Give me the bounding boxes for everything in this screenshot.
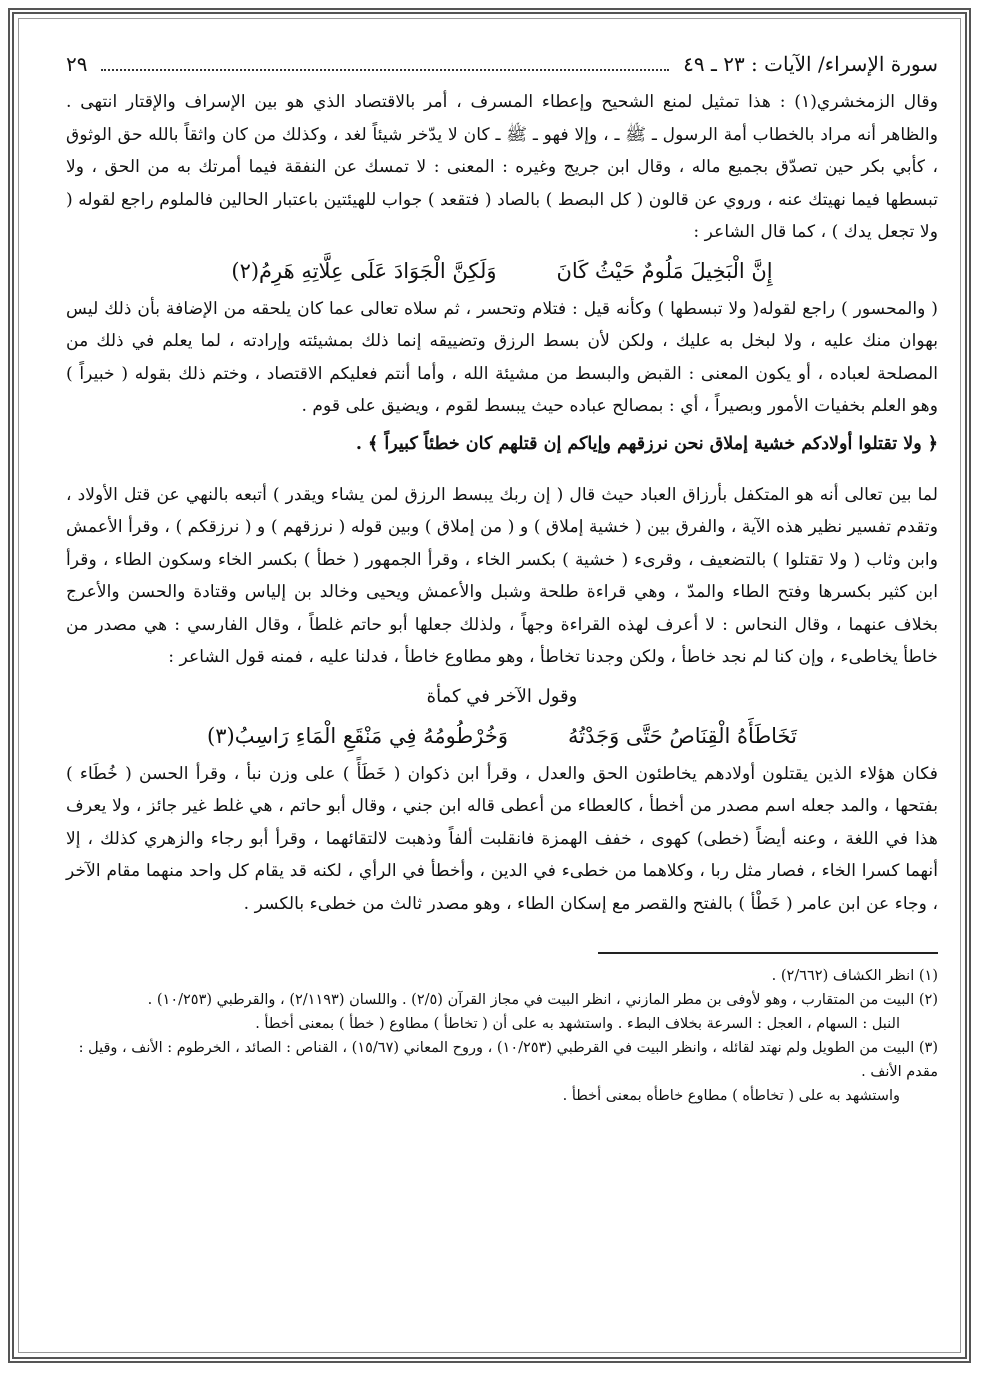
poem-verse-2 — [66, 716, 938, 756]
footnote-separator — [598, 952, 938, 954]
verse-1-second-hemistich: وَلَكِنَّ الْجَوَادَ عَلَى عِلَّاتِهِ هَرِمُ(٢) — [231, 258, 497, 283]
verse-2-second-hemistich: وَخُرْطُومُهُ فِي مَنْقَعِ الْمَاءِ رَاسِبُ(٣) — [207, 723, 508, 748]
page-number: ٢٩ — [66, 52, 88, 76]
poem-verse-1 — [66, 251, 938, 291]
footnote-1: (١) انظر الكشاف (٢/٦٦٢) . — [771, 968, 938, 984]
verse-1-first-hemistich: إِنَّ الْبَخِيلَ مَلُومٌ حَيْثُ كَانَ — [556, 258, 773, 283]
page — [66, 52, 938, 1108]
footnote-3-continued: واستشهد به على ( تخاطأه ) مطاوع خاطأه بمعنى أخطأ . — [562, 1088, 900, 1104]
poem-intro-line: وقول الآخر في كمأة — [426, 685, 578, 707]
footnote-2-continued: النبل : السهام ، العجل : السرعة بخلاف البطء . واستشهد به على أن ( تخاطأ ) مطاوع ( خطأ ) بمعنى أخطأ . — [255, 1016, 900, 1032]
footnote-2: (٢) البيت من المتقارب ، وهو لأوفى بن مطر المازني ، انظر البيت في مجاز القرآن (٢/٥) . واللسان (٢/١١٩٣) ، والقرطبي (١٠/٢٥٣) . — [147, 992, 938, 1008]
running-title: سورة الإسراء/ الآيات : ٢٣ ـ ٤٩ — [683, 52, 938, 76]
running-header — [66, 52, 938, 86]
paragraph-qiraat: لما بين تعالى أنه هو المتكفل بأرزاق العباد حيث قال ( إن ربك يبسط الرزق لمن يشاء ويقدر ) أتبعه بالنهي عن قتل الأولاد ، وتقدم تفسير نظير هذه الآية ، والفرق بين ( خشية إملاق ) و ( من إملاق ) وبين قوله ( نرزقهم ) و ( نرزقكم ) ، وقرأ الأعمش وابن وثاب ( ولا تقتلوا ) بالتضعيف ، وقرىء ( خشية ) بكسر الخاء ، وقرأ الجمهور ( خطأ ) بكسر الخاء وسكون الطاء ، وقرأ ابن كثير بكسرها وفتح الطاء والمدّ ، وهي قراءة طلحة وشبل والأعمش ويحيى وخالد بن إلياس وقتادة والحسن والأعرج بخلاف عنهما ، وقال النحاس : لا أعرف لهذه القراءة وجهاً ، ولذلك جعلها أبو حاتم غلطاً ، وقال الفارسي : هي مصدر من خاطأ يخاطىء ، وإن كنا لم نجد خاطأ ، ولكن وجدنا تخاطأ ، وهو مطاوع خاطأ ، فدلنا عليه ، فمنه قول الشاعر : — [66, 484, 938, 667]
verse-2-first-hemistich: تَخَاطَأَهُ الْقِنَاصُ حَتَّى وَجَدْتُهُ — [567, 723, 797, 748]
header-leader-dots — [101, 69, 669, 71]
footnote-3: (٣) البيت من الطويل ولم نهتد لقائله ، وانظر البيت في القرطبي (١٠/٢٥٣) ، وروح المعاني (١٥/٦٧) ، القناص : الصائد ، الخرطوم : الأنف ، وقيل : مقدم الأنف . — [78, 1040, 938, 1080]
paragraph-zamakhshari: وقال الزمخشري(١) : هذا تمثيل لمنع الشحيح وإعطاء المسرف ، أمر بالاقتصاد الذي هو بين الإسراف والإقتار انتهى . والظاهر أنه مراد بالخطاب أمة الرسول ـ ﷺ ـ ، وإلا فهو ـ ﷺ ـ كان لا يدّخر شيئاً لغد ، وكذلك من كان واثقاً بالله حق الوثوق ، كأبي بكر حين تصدّق بجميع ماله ، وقال ابن جريج وغيره : المعنى : لا تمسك عن النفقة فيما أمرتك به من الحق ، ولا تبسطها فيما نهيتك عنه ، وروي عن قالون ( كل البصط ) بالصاد ( فتقعد ) جواب للهيئتين باعتبار الحالين فالملوم راجع لقوله ( ولا تجعل يدك ) ، كما قال الشاعر : — [66, 92, 939, 242]
footnotes — [66, 964, 938, 1108]
paragraph-khata: فكان هؤلاء الذين يقتلون أولادهم يخاطئون الحق والعدل ، وقرأ ابن ذكوان ( خَطَأً ) على وزن نبأ ، وقرأ الحسن ( خُطَاء ) بفتحها ، والمد جعله اسم مصدر من أخطأ ، كالعطاء من أعطى قاله ابن جني ، وقال أبو حاتم ، هي غلط غير جائز ، ولا يعرف هذا في اللغة ، وعنه أيضاً (خطى) كهوى ، خفف الهمزة فانقلبت ألفاً وذهبت لالتقائهما ، وقرأ أبو رجاء والزهري كذلك ، إلا أنهما كسرا الخاء ، فصار مثل ربا ، وكلاهما من خطىء في الدين ، وأخطأ في الرأي ، لكنه قد يقام كل واحد منهما مقام الآخر ، وجاء عن ابن عامر ( خَطْأ ) بالفتح والقصر مع إسكان الطاء ، وهو مصدر ثالث من خطىء بالكسر . — [66, 763, 938, 914]
paragraph-mahsur: ( والمحسور ) راجع لقوله( ولا تبسطها ) وكأنه قيل : فتلام وتحسر ، ثم سلاه تعالى عما كان يلحقه من الإضافة بأن ذلك ليس بهوان منك عليه ، ولا لبخل به عليك ، ولكن لأن بسط الرزق وتضييقه إنما ذلك بمشيئته وإرادته ، لما يعلم في ذلك من المصلحة لعباده ، أو يكون المعنى : القبض والبسط من مشيئة الله ، وأما أنتم فعليكم الاقتصاد ، وختم ذلك بقوله ( خبيراً ) وهو العلم بخفيات الأمور وبصيراً ، أي : بمصالح عباده حيث يبسط لقوم ، ويضيق على قوم . — [66, 298, 938, 416]
quran-verse: ﴿ ولا تقتلوا أولادكم خشية إملاق نحن نرزقهم وإياكم إن قتلهم كان خطئاً كبيراً ﴾ . — [355, 433, 938, 454]
